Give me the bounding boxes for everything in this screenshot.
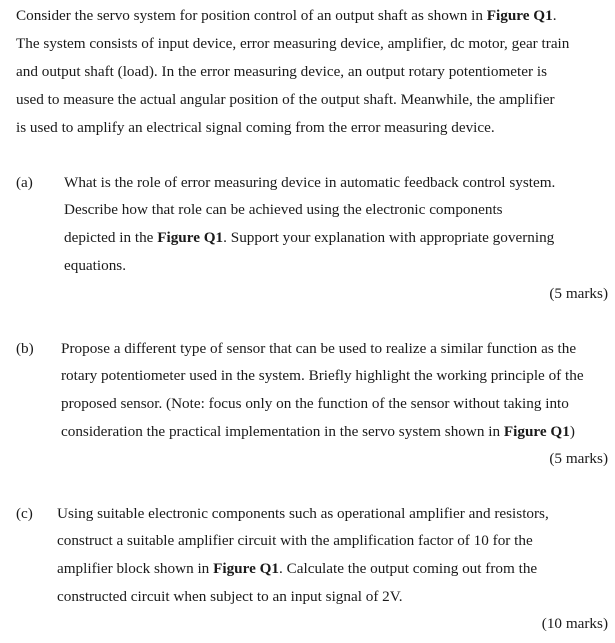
- intro-line: and output shaft (load). In the error measuring device, an output rotary potentiometer is: [16, 63, 547, 80]
- question-line: amplifier block shown in Figure Q1. Calculate the output coming out from the: [57, 560, 538, 577]
- question-label: (a): [16, 174, 33, 191]
- marks-label: (5 marks): [549, 285, 608, 302]
- question-line: rotary potentiometer used in the system. Briefly highlight the working principle of the: [61, 367, 584, 384]
- question-line: constructed circuit when subject to an input signal of 2V.: [57, 588, 403, 605]
- question-line: Describe how that role can be achieved using the electronic components: [64, 201, 503, 218]
- question-line: construct a suitable amplifier circuit with the amplification factor of 10 for the: [57, 532, 533, 549]
- question-line: Using suitable electronic components such as operational amplifier and resistors,: [57, 505, 549, 522]
- question-line: equations.: [64, 257, 127, 274]
- marks-label: (10 marks): [541, 615, 608, 632]
- question-line: proposed sensor. (Note: focus only on the function of the sensor without taking into: [61, 395, 569, 412]
- question-line: What is the role of error measuring device in automatic feedback control system.: [64, 174, 556, 191]
- intro-line: Consider the servo system for position control of an output shaft as shown in Figure Q1.: [16, 7, 557, 24]
- question-label: (c): [16, 505, 33, 522]
- marks-label: (5 marks): [549, 450, 608, 467]
- question-line: consideration the practical implementation in the servo system shown in Figure Q1): [61, 423, 575, 440]
- intro-line: The system consists of input device, error measuring device, amplifier, dc motor, gear train: [16, 35, 570, 52]
- question-label: (b): [16, 340, 34, 357]
- intro-line: is used to amplify an electrical signal coming from the error measuring device.: [16, 119, 495, 136]
- question-line: depicted in the Figure Q1. Support your explanation with appropriate governing: [64, 229, 555, 246]
- intro-line: used to measure the actual angular position of the output shaft. Meanwhile, the amplifier: [16, 91, 555, 108]
- question-line: Propose a different type of sensor that can be used to realize a similar function as the: [61, 340, 577, 357]
